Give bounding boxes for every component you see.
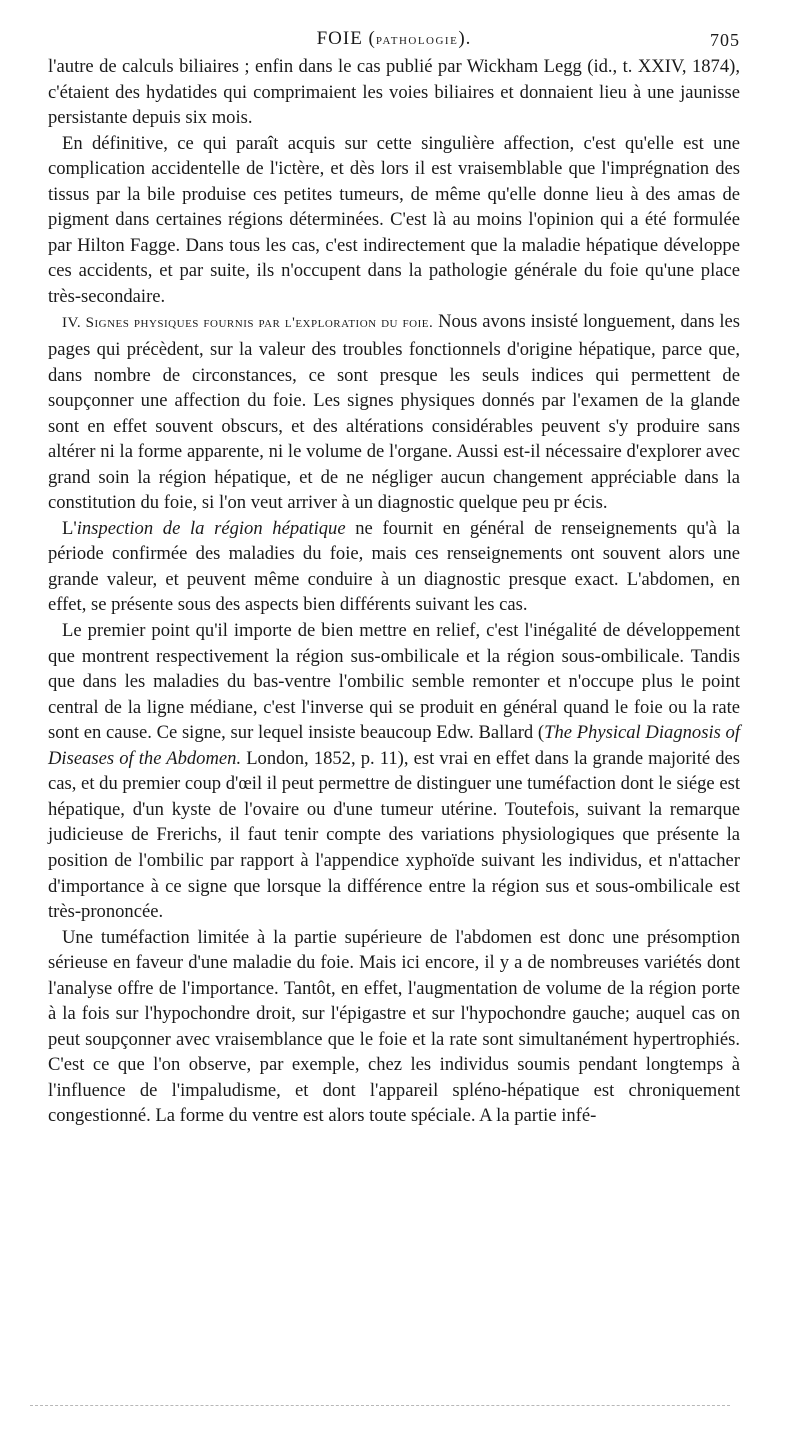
page-number: 705 <box>710 30 740 50</box>
paragraph <box>48 131 740 310</box>
italic-term: inspection de la région hépatique <box>76 517 346 539</box>
section-paragraph <box>48 309 740 515</box>
book-title: The Physical Diagnosis of Diseases of the Abdomen. <box>48 722 741 769</box>
paragraph <box>48 516 740 618</box>
paragraph-text: Une tuméfaction limitée à la partie supérieure de l'abdomen est donc une présomption sérieuse en faveur d'une maladie du foie. Mais ici encore, il y a de nombreuses variétés dont l'analyse offre de l'importance. Tantôt, en effet, l'augmentation de volume de la région porte à la fois sur l'hypochondre droit, sur l'épigastre et sur l'hypochondre gauche; auquel cas on peut soupçonner avec vraisemblance que le foie et la rate sont simultanément hypertrophiés. C'est ce que l'on observe, par exemple, chez les individus soumis pendant longtemps à l'influence de l'impaludisme, et dont l'appareil spléno-hépatique est chroniquement congestionné. La forme du ventre est alors toute spéciale. A la partie infé- <box>48 926 740 1127</box>
paragraph-continuation <box>48 54 740 131</box>
page <box>48 28 740 1129</box>
running-title-subject: pathologie <box>375 32 459 48</box>
paragraph-text: London, 1852, p. 11), est vrai en effet dans la grande majorité des cas, et du premier coup d'œil il peut permettre de distinguer une tuméfaction dont le siége est hépatique, d'un kyste de l'ovaire ou d'une tumeur utérine. Toutefois, suivant la remarque judicieuse de Frerichs, il faut tenir compte des variations physiologiques que présente la position de l'ombilic par rapport à l'appendice xyphoïde suivant les individus, et n'attacher d'importance à ce signe que lorsque la différence entre la région sus et sous-ombilicale est très-prononcée. <box>48 747 740 923</box>
section-heading: IV. Signes physiques fournis par l'exploration du foie. <box>62 315 434 332</box>
running-title-end: ). <box>458 28 472 49</box>
paragraph-text: Nous avons insisté longuement, dans les pages qui précèdent, sur la valeur des troubles fonctionnels d'origine hépatique, parce que, dans nombre de circonstances, ce sont presque les seuls indices qui permettent de soupçonner une affection du foie. Les signes physiques donnés par l'examen de la glande sont en effet souvent obscurs, et des altérations considérables peuvent s'y produire sans altérer ni la forme apparente, ni le volume de l'organe. Aussi est-il nécessaire d'explorer avec grand soin la région hépatique, et de ne négliger aucun changement appréciable dans la constitution du foie, si l'on veut arriver à un diagnostic quelque peu pr écis. <box>48 311 741 514</box>
paragraph-text: Le premier point qu'il importe de bien mettre en relief, c'est l'inégalité de développement que montrent respectivement la région sus-ombilicale et la région sous-ombilicale. Tandis que dans les maladies du bas-ventre l'ombilic semble remonter et n'occupe plus le point central de la ligne médiane, c'est l'inverse qui se produit en général quand le foie ou la rate sont en cause. Ce signe, sur lequel insiste beaucoup Edw. Ballard ( <box>48 620 740 744</box>
running-title-main: FOIE ( <box>316 28 376 49</box>
body-text <box>48 54 740 1129</box>
running-title <box>48 28 740 50</box>
paragraph <box>48 925 740 1129</box>
paragraph-text: l'autre de calculs biliaires ; enfin dans le cas publié par Wickham Legg (id., t. XXIV, 1874), c'étaient des hydatides qui comprimaient les voies biliaires et donnaient lieu à une jaunisse persistante depuis six mois. <box>48 56 740 129</box>
paragraph-text: ne fournit en général de renseignements qu'à la période confirmée des maladies du foie, mais ces renseignements ont souvent alors une grande valeur, et peuvent même conduire à un diagnostic presque exact. L'abdomen, en effet, se présente sous des aspects bien différents suivant les cas. <box>48 517 740 616</box>
paragraph <box>48 618 740 925</box>
paragraph-lead: L' <box>62 517 77 539</box>
page-header <box>48 28 740 54</box>
paragraph-text: En définitive, ce qui paraît acquis sur cette singulière affection, c'est qu'elle est une complication accidentelle de l'ictère, et dès lors il est vraisemblable que l'imprégnation des tissus par la bile produise ces petites tumeurs, de même qu'elle donne lieu à des amas de pigment dans certaines régions déterminées. C'est là au moins l'opinion qui a été formulée par Hilton Fagge. Dans tous les cas, c'est indirectement que la maladie hépatique développe ces accidents, et par suite, ils n'occupent dans la pathologie générale du foie qu'une place très-secondaire. <box>48 132 740 307</box>
bottom-rule <box>30 1405 730 1406</box>
